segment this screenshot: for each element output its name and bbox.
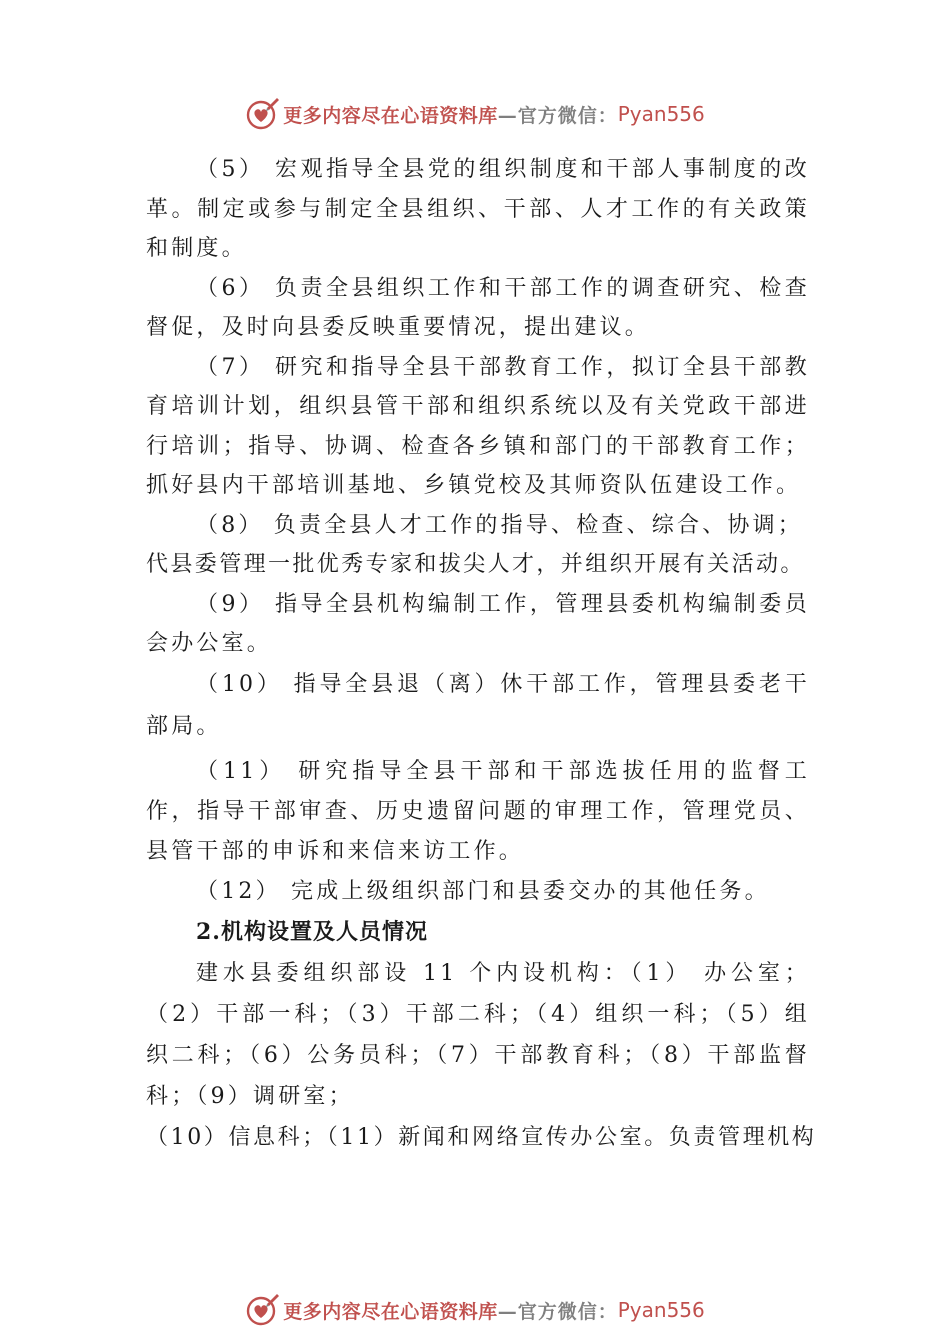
paragraph-item-9: （9） 指导全县机构编制工作，管理县委机构编制委员会办公室。 <box>146 591 810 656</box>
paragraph-item-11: （11） 研究指导全县干部和干部选拔任用的监督工作，指导干部审查、历史遗留问题的审理工作，管理党员、县管干部的申诉和来信来访工作。 <box>146 758 810 864</box>
section-heading: 2.机构设置及人员情况 <box>196 919 428 945</box>
paragraph-item-12: （12） 完成上级组织部门和县委交办的其他任务。 <box>196 878 770 904</box>
watermark-footer <box>0 1290 950 1330</box>
watermark-text-site: 更多内容尽在心语资料库 <box>283 104 498 127</box>
watermark-text-site: 更多内容尽在心语资料库 <box>283 1300 498 1323</box>
paragraph-item-10: （10） 指导全县退（离）休干部工作，管理县委老干部局。 <box>146 671 810 739</box>
org-units-continued: （10）信息科；（11）新闻和网络宣传办公室。负责管理机构 <box>146 1124 817 1150</box>
org-structure-block <box>146 953 817 1158</box>
paragraph-item-6: （6） 负责全县组织工作和干部工作的调查研究、检查督促，及时向县委反映重要情况，提出建议。 <box>146 275 810 340</box>
document-body <box>146 150 817 1158</box>
watermark-text-id: Pyan556 <box>617 102 705 126</box>
heart-pen-logo-icon <box>245 96 281 132</box>
watermark-text-label: —官方微信： <box>497 104 618 127</box>
paragraph-item-7: （7） 研究和指导全县干部教育工作，拟订全县干部教育培训计划，组织县管干部和组织系统以及有关党政干部进行培训；指导、协调、检查各乡镇和部门的干部教育工作；抓好县内干部培训基地、乡镇党校及其师资队伍建设工作。 <box>146 354 810 498</box>
paragraph-item-8-line2: 代县委管理一批优秀专家和拔尖人才，并组织开展有关活动。 <box>146 552 805 577</box>
watermark-text-label: —官方微信： <box>497 1300 618 1323</box>
watermark-text-id: Pyan556 <box>617 1298 705 1322</box>
org-units-paragraph: 建水县委组织部设 11 个内设机构：（1） 办公室；（2）干部一科；（3）干部二科；（4）组织一科；（5）组织二科；（6）公务员科；（7）干部教育科；（8）干部监督科；（9）调研室； <box>146 960 810 1109</box>
paragraph-item-8-line1: （8） 负责全县人才工作的指导、检查、综合、协调； <box>196 512 803 538</box>
heart-pen-logo-icon <box>245 1292 281 1328</box>
watermark-header <box>0 94 950 134</box>
paragraph-item-5: （5） 宏观指导全县党的组织制度和干部人事制度的改革。制定或参与制定全县组织、干部、人才工作的有关政策和制度。 <box>146 157 810 261</box>
